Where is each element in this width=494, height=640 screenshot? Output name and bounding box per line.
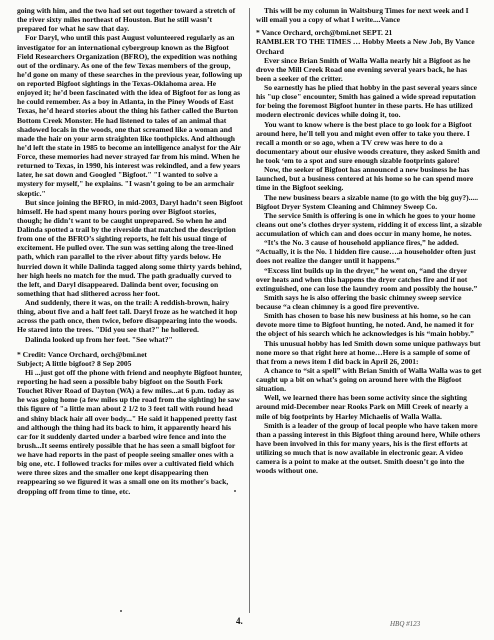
paragraph: You want to know where is the best place to go look for a Bigfoot around here, he'll tell you and might even offer to take you there. I recall a month or so ago, when a TV crew was here to do a documentary about our elusive woods creature, they asked Smith and he took ‘em to a spot and sure enough sizable footprints galore!: [256, 119, 480, 165]
print-speck: [234, 490, 236, 492]
print-speck: [120, 610, 122, 612]
paragraph: going with him, and the two had set out together toward a stretch of the river sixty miles northeast of Houston. But he still wasn’t prepared for what he saw that day.: [17, 6, 236, 34]
paragraph: But since joining the BFRO, in mid-2003, Daryl hadn’t seen Bigfoot himself. He had spent many hours poring over Bigfoot stories, though; he didn’t want to be caught unprepared. So when he and Dalinda spotted a trail by the riverside that matched the description from one of the BFRO’s sighting reports, he felt his usual tinge of excitement. He pulled over. The sun was setting along the tree-lined path, which ran parallel to the river about fifty yards below. He hurried down it while Dalinda tagged along some thirty yards behind, her high heels no match for the mud. The path gradually curved to the left, and Daryl disappeared. Dalinda bent over, focusing on something that had slithered across her foot.: [17, 197, 243, 298]
left-column: [17, 6, 243, 496]
paragraph: This will be my column in Waitsburg Times for next week and I will email you a copy of what I write....Vance: [256, 6, 469, 25]
paragraph: Dalinda looked up from her feet. "See what?": [25, 334, 173, 344]
paragraph: The new business bears a sizable name (to go with the big guy?)..... Bigfoot Dryer System Cleaning and Chimney Sweep Co.: [256, 192, 479, 211]
paragraph: Well, we learned there has been some activity since the sighting around mid-December near Rooks Park on Mill Creek of nearly a mile of big footprints by Harley Michaelis of Walla Walla.: [256, 393, 469, 421]
credit-line: * Vance Orchard, orch@bmi.net SEPT. 21: [256, 28, 393, 38]
credit-line: * Credit: Vance Orchard, orch@bmi.net: [17, 349, 147, 359]
article-heading: RAMBLER TO THE TIMES … Hobby Meets a New Job, By Vance Orchard: [256, 37, 475, 56]
paragraph: And suddenly, there it was, on the trail: A reddish-brown, hairy thing, about five and a half feet tall. Daryl froze as he watched it hop across the path once, then twice, before disappearing into the woods. He stared into the trees. "Did you see that?" he hollered.: [17, 298, 238, 335]
subject-line: Subject; A little bigfoot? 8 Sep 2005: [17, 358, 132, 368]
paragraph: A chance to “sit a spell” with Brian Smith of Walla Walla was to get caught up a bit on what’s going on around here with the Bigfoot situation.: [256, 365, 482, 394]
paragraph: “Excess lint builds up in the dryer,” he went on, “and the dryer over heats and when this happens the dryer catches fire and if not extinguished, one can lose the laundry room and possibly the house.”: [256, 265, 478, 293]
paragraph: Smith says he is also offering the basic chimney sweep service because “a clean chimney is a good fire preventive.: [256, 292, 462, 311]
paragraph: For Daryl, who until this past August volunteered regularly as an investigator for an international cybergroup known as the Bigfoot Field Researchers Organization (BFRO), the expedition was nothing out of the ordinary. As one of the few Texas members of the group, he’d gone on many of these searches in the previous year, following up on reported Bigfoot sightings in the Texas-Oklahoma area. He enjoyed it; he’d been fascinated with the idea of Bigfoot for as long as he could remember. As a boy in Atlanta, in the Piney Woods of East Texas, he’d heard stories about the thing his father called the Burton Bottom Creek Monster. He had listened to tales of an animal that shadowed locals in the woods, one that screamed like a woman and made the hair on your arm straighten like toothpicks. And although he’d left the state in 1985 to become an intelligence analyst for the Air Force, these memories had never strayed far from his mind. When he returned to Texas, in 1990, his interest was rekindled, and a few years later, he sat down and Googled "Bigfoot." "I wanted to solve a mystery for myself," he explains. "I wasn’t going to be an armchair skeptic.": [17, 33, 243, 198]
paragraph: “It’s the No. 3 cause of household appliance fires,” he added. “Actually, it is the No. 1 hidden fire cause….a householder often just does not realize the danger until it happens.”: [256, 238, 476, 266]
column-divider: [249, 8, 250, 613]
paragraph: The service Smith is offering is one in which he goes to your home cleans out one’s clothes dryer system, ridding it of excess lint, a sizable accumulation of which can and does occur in many home, he notes.: [256, 210, 482, 238]
paragraph: This unusual hobby has led Smith down some unique pathways but none more so that right here at home…Here is a sample of some of that from a news item I did back in April 26, 2001:: [256, 338, 481, 366]
page-number: 4.: [236, 616, 243, 626]
paragraph: Smith has chosen to base his new business at his home, so he can devote more time to Bigfoot hunting, he noted. And, he named it for the object of his search which he acknowledges is his “main hobby.”: [256, 311, 474, 339]
paragraph: Hi ...just got off the phone with friend and neophyte Bigfoot hunter, reporting he had seen a possible baby bigfoot on the South Fork Touchet River Road of Dayton (WA) a few miles...at 6 p.m. today as he was going home (a few miles up the road from the sighting) he saw this figure of "a little man about 2 1/2 to 3 feet tall with round head and shiny black hair all over body..." He said it happened pretty fast and although the thing had its back to him, it apparently heard his car for it suddenly darted under a barbed wire fence and into the brush...It seems entirely possible that he has seen a small bigfoot for we have had reports in the past of people seeing smaller ones with a big one, etc. I followed tracks for miles over a cultivated field which were three sizes and the smaller one kept disappearing then reappearing so we figured it was a small one on its mother's back, dropping off from time to time, etc.: [17, 367, 243, 496]
right-column: [256, 6, 482, 475]
paragraph: Smith is a leader of the group of local people who have taken more than a passing interest in this Bigfoot thing around here, While others have been involved in this for many years, his is the first efforts at utilizing so much that is now available in electronic gear. A video camera is a point to make at the outset. Smith doesn’t go into the woods without one.: [256, 420, 481, 476]
issue-label: HBQ #123: [390, 620, 421, 628]
paragraph: Ever since Brian Smith of Walla Walla nearly hit a Bigfoot as he drove the Mill Creek Road one evening several years back, he has been a seeker of the critter.: [256, 55, 471, 83]
paragraph: Now, the seeker of Bigfoot has announced a new business he has launched, but a business centered at his home so he can spend more time in the Bigfoot seeking.: [256, 165, 474, 193]
paragraph: So earnestly has he plied that hobby in the past several years since his "up close" encounter, Smith has gained a wide spread reputation for being the foremost Bigfoot hunter in these parts. He has utilized modern electronic devices while doing it, too.: [256, 83, 477, 120]
